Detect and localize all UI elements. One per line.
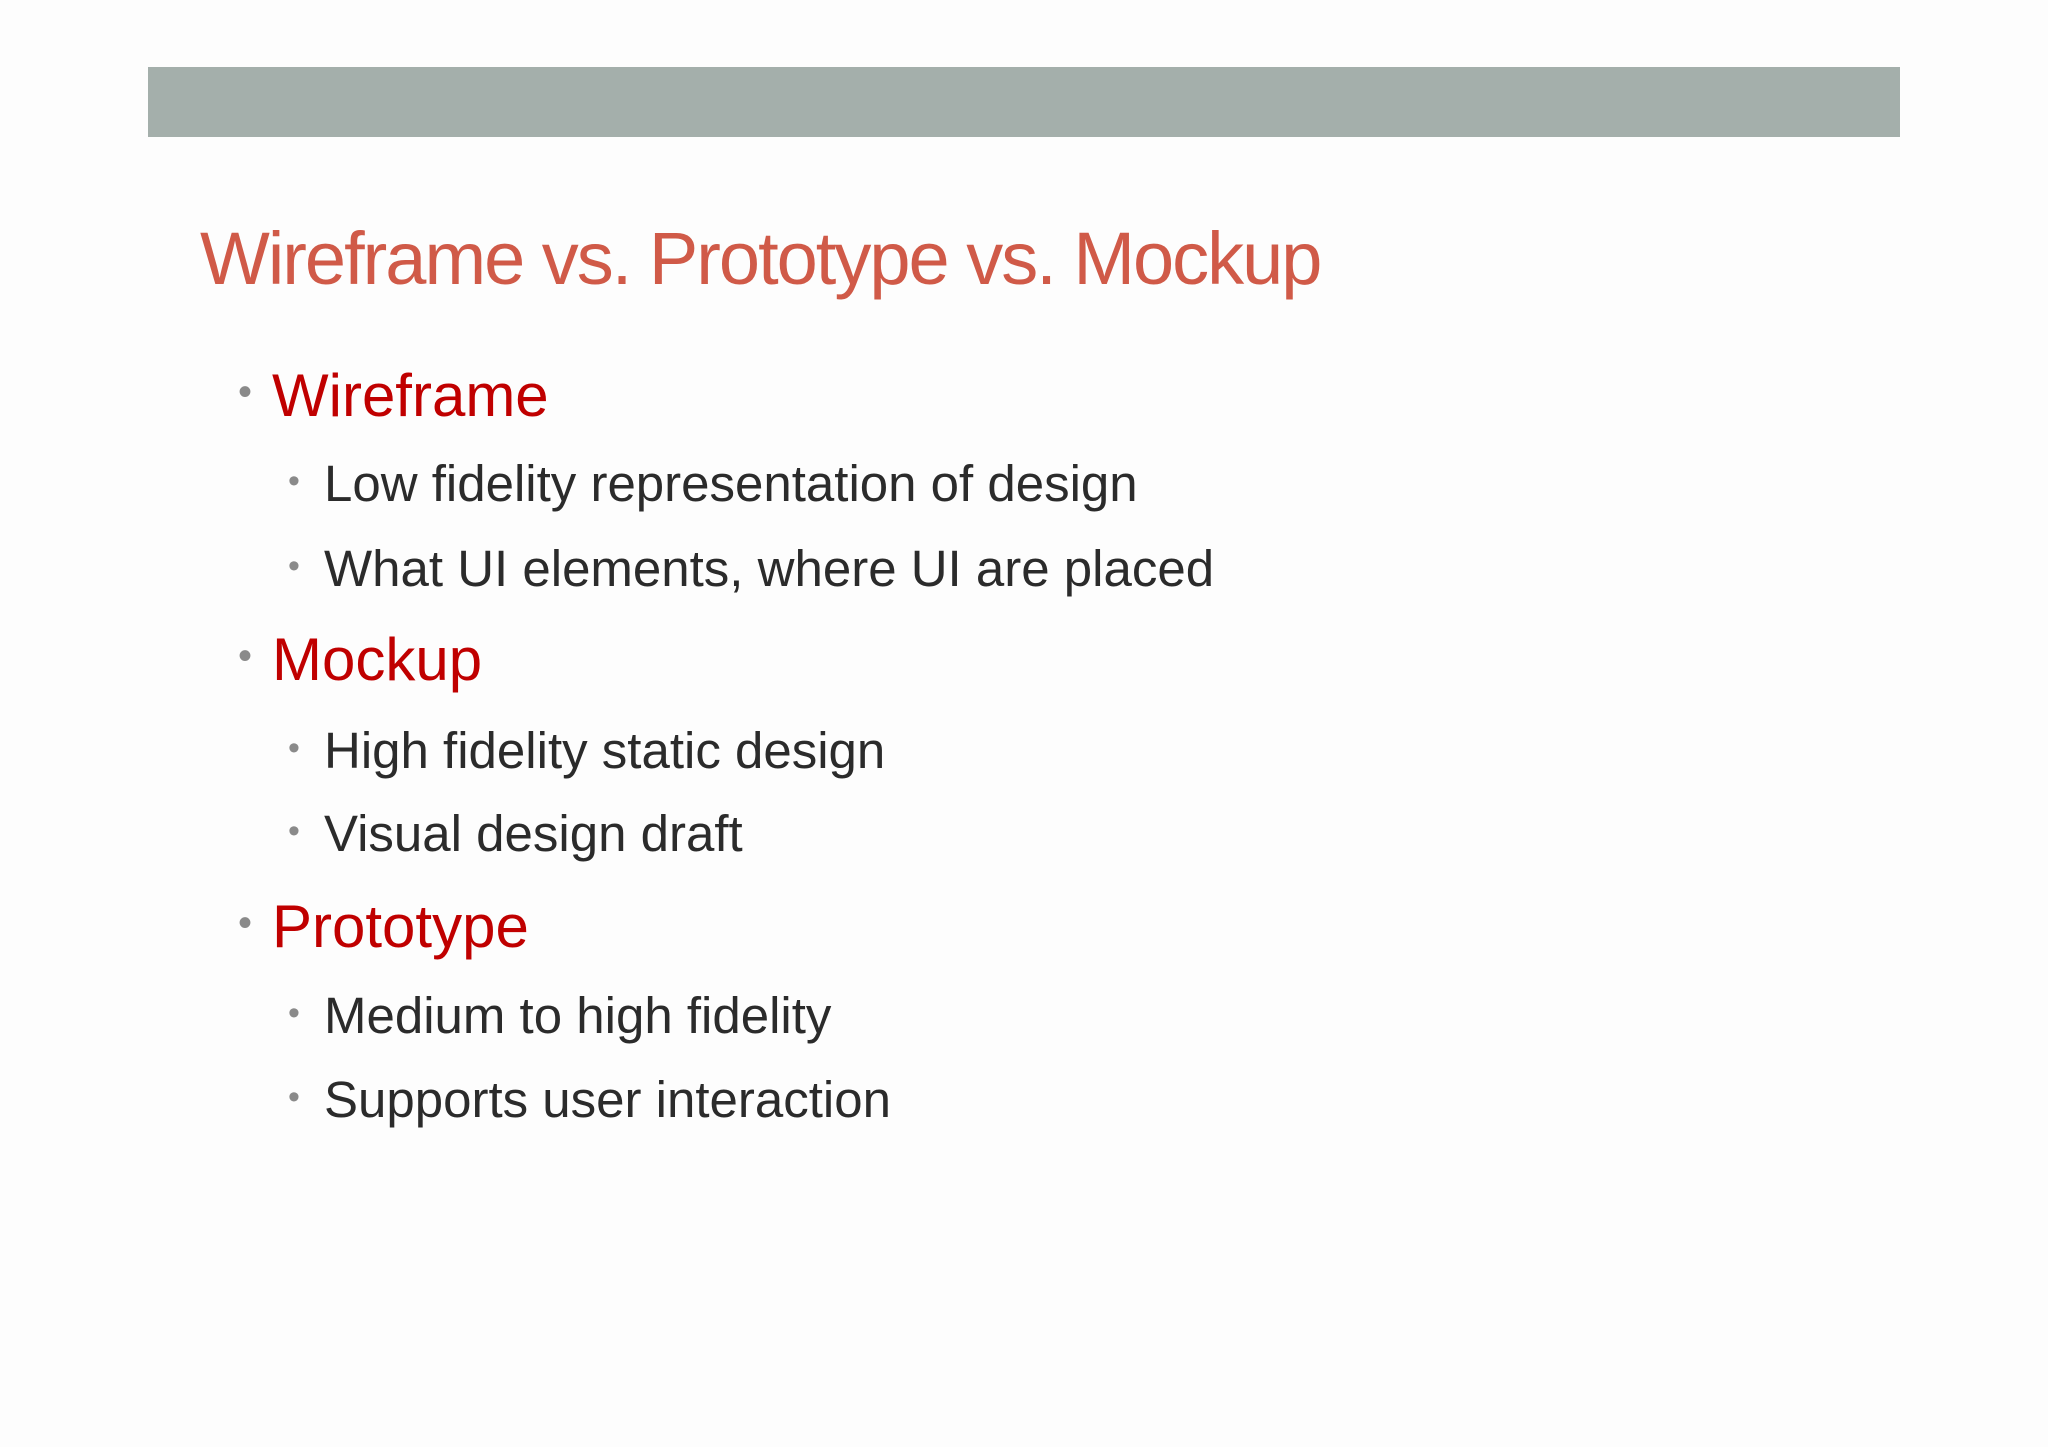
list-item [288,987,832,1044]
slide-title: Wireframe vs. Prototype vs. Mockup [200,217,1321,300]
bullet-marker-icon: • [288,812,300,850]
list-item [288,722,886,779]
section-heading-wireframe [238,362,549,429]
section-heading-mockup [238,626,483,693]
list-item-text: Supports user interaction [324,1071,891,1128]
list-item-text: What UI elements, where UI are placed [324,540,1215,597]
list-item-text: Visual design draft [324,805,743,862]
bullet-marker-icon: • [238,634,253,678]
list-item [288,805,743,862]
section-heading-label: Mockup [272,626,483,693]
bullet-marker-icon: • [288,547,300,585]
bullet-marker-icon: • [288,994,300,1032]
section-heading-prototype [238,893,529,960]
section-heading-label: Prototype [272,893,529,960]
section-heading-label: Wireframe [272,362,549,429]
bullet-marker-icon: • [288,1078,300,1116]
bullet-marker-icon: • [238,370,253,414]
bullet-marker-icon: • [288,729,300,767]
list-item-text: Low fidelity representation of design [324,455,1138,512]
list-item-text: High fidelity static design [324,722,886,779]
list-item [288,540,1215,597]
list-item-text: Medium to high fidelity [324,987,832,1044]
bullet-marker-icon: • [288,462,300,500]
bullet-marker-icon: • [238,901,253,945]
list-item [288,1071,891,1128]
list-item [288,455,1138,512]
